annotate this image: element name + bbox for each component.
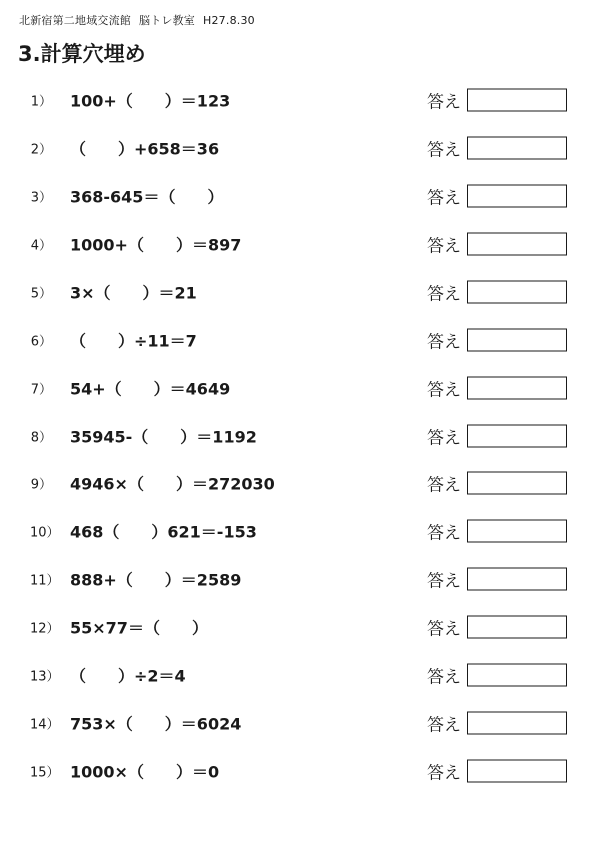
answer-field[interactable] bbox=[467, 328, 567, 351]
problem-row bbox=[0, 172, 600, 220]
answer-field[interactable] bbox=[467, 472, 567, 495]
answer-label: 答え bbox=[427, 715, 461, 736]
document-date: H27.8.30 bbox=[203, 14, 255, 27]
problem-row bbox=[0, 76, 600, 124]
problem-expression: 368-645＝（ ） bbox=[70, 187, 224, 207]
answer-field[interactable] bbox=[467, 88, 567, 111]
answer-label: 答え bbox=[427, 667, 461, 688]
problem-row bbox=[0, 268, 600, 316]
problem-expression: （ ）÷11＝7 bbox=[70, 331, 197, 351]
problem-expression: 1000×（ ）＝0 bbox=[70, 762, 220, 782]
problem-row bbox=[0, 412, 600, 460]
problem-row bbox=[0, 460, 600, 508]
answer-label: 答え bbox=[427, 332, 461, 353]
problem-row bbox=[0, 316, 600, 364]
problem-row bbox=[0, 651, 600, 699]
problem-row bbox=[0, 555, 600, 603]
problem-expression: （ ）+658＝36 bbox=[70, 139, 220, 159]
problem-number: 11） bbox=[30, 573, 60, 589]
answer-field[interactable] bbox=[467, 280, 567, 303]
problem-number: 15） bbox=[30, 765, 60, 781]
section-title: 3.計算穴埋め bbox=[18, 42, 146, 66]
organization-name: 北新宿第二地域交流館 bbox=[19, 14, 131, 27]
answer-field[interactable] bbox=[467, 520, 567, 543]
problem-expression: 4946×（ ）＝272030 bbox=[70, 474, 275, 494]
answer-label: 答え bbox=[427, 763, 461, 784]
problem-number: 8） bbox=[30, 430, 52, 446]
problem-expression: 35945-（ ）＝1192 bbox=[70, 427, 257, 447]
answer-field[interactable] bbox=[467, 568, 567, 591]
answer-field[interactable] bbox=[467, 616, 567, 639]
class-name: 脳トレ教室 bbox=[139, 14, 195, 27]
answer-field[interactable] bbox=[467, 376, 567, 399]
problem-number: 14） bbox=[30, 717, 60, 733]
problem-row bbox=[0, 699, 600, 747]
problem-number: 9） bbox=[30, 477, 52, 493]
problem-row bbox=[0, 507, 600, 555]
problem-number: 7） bbox=[30, 382, 52, 398]
answer-label: 答え bbox=[427, 380, 461, 401]
answer-label: 答え bbox=[427, 188, 461, 209]
problem-row bbox=[0, 747, 600, 795]
answer-field[interactable] bbox=[467, 760, 567, 783]
problem-expression: （ ）÷2＝4 bbox=[70, 666, 186, 686]
problem-number: 5） bbox=[30, 286, 52, 302]
answer-field[interactable] bbox=[467, 136, 567, 159]
problem-number: 6） bbox=[30, 334, 52, 350]
problem-list bbox=[0, 76, 600, 795]
problem-number: 13） bbox=[30, 669, 60, 685]
problem-expression: 888+（ ）＝2589 bbox=[70, 570, 242, 590]
answer-field[interactable] bbox=[467, 664, 567, 687]
page-header bbox=[19, 12, 255, 28]
answer-label: 答え bbox=[427, 140, 461, 161]
answer-label: 答え bbox=[427, 284, 461, 305]
problem-number: 4） bbox=[30, 238, 52, 254]
problem-expression: 55×77＝（ ） bbox=[70, 618, 208, 638]
answer-label: 答え bbox=[427, 475, 461, 496]
problem-number: 10） bbox=[30, 525, 60, 541]
problem-row bbox=[0, 603, 600, 651]
problem-expression: 753×（ ）＝6024 bbox=[70, 714, 242, 734]
problem-number: 12） bbox=[30, 621, 60, 637]
answer-label: 答え bbox=[427, 428, 461, 449]
answer-label: 答え bbox=[427, 92, 461, 113]
problem-expression: 54+（ ）＝4649 bbox=[70, 379, 231, 399]
problem-expression: 468（ ）621＝-153 bbox=[70, 522, 257, 542]
problem-expression: 1000+（ ）＝897 bbox=[70, 235, 242, 255]
answer-field[interactable] bbox=[467, 232, 567, 255]
problem-number: 2） bbox=[30, 142, 52, 158]
answer-label: 答え bbox=[427, 523, 461, 544]
answer-label: 答え bbox=[427, 571, 461, 592]
problem-row bbox=[0, 364, 600, 412]
problem-row bbox=[0, 124, 600, 172]
answer-field[interactable] bbox=[467, 712, 567, 735]
problem-expression: 3×（ ）＝21 bbox=[70, 283, 197, 303]
answer-label: 答え bbox=[427, 236, 461, 257]
problem-number: 3） bbox=[30, 190, 52, 206]
problem-expression: 100+（ ）＝123 bbox=[70, 91, 231, 111]
problem-number: 1） bbox=[30, 94, 52, 110]
problem-row bbox=[0, 220, 600, 268]
answer-field[interactable] bbox=[467, 424, 567, 447]
answer-field[interactable] bbox=[467, 184, 567, 207]
answer-label: 答え bbox=[427, 619, 461, 640]
